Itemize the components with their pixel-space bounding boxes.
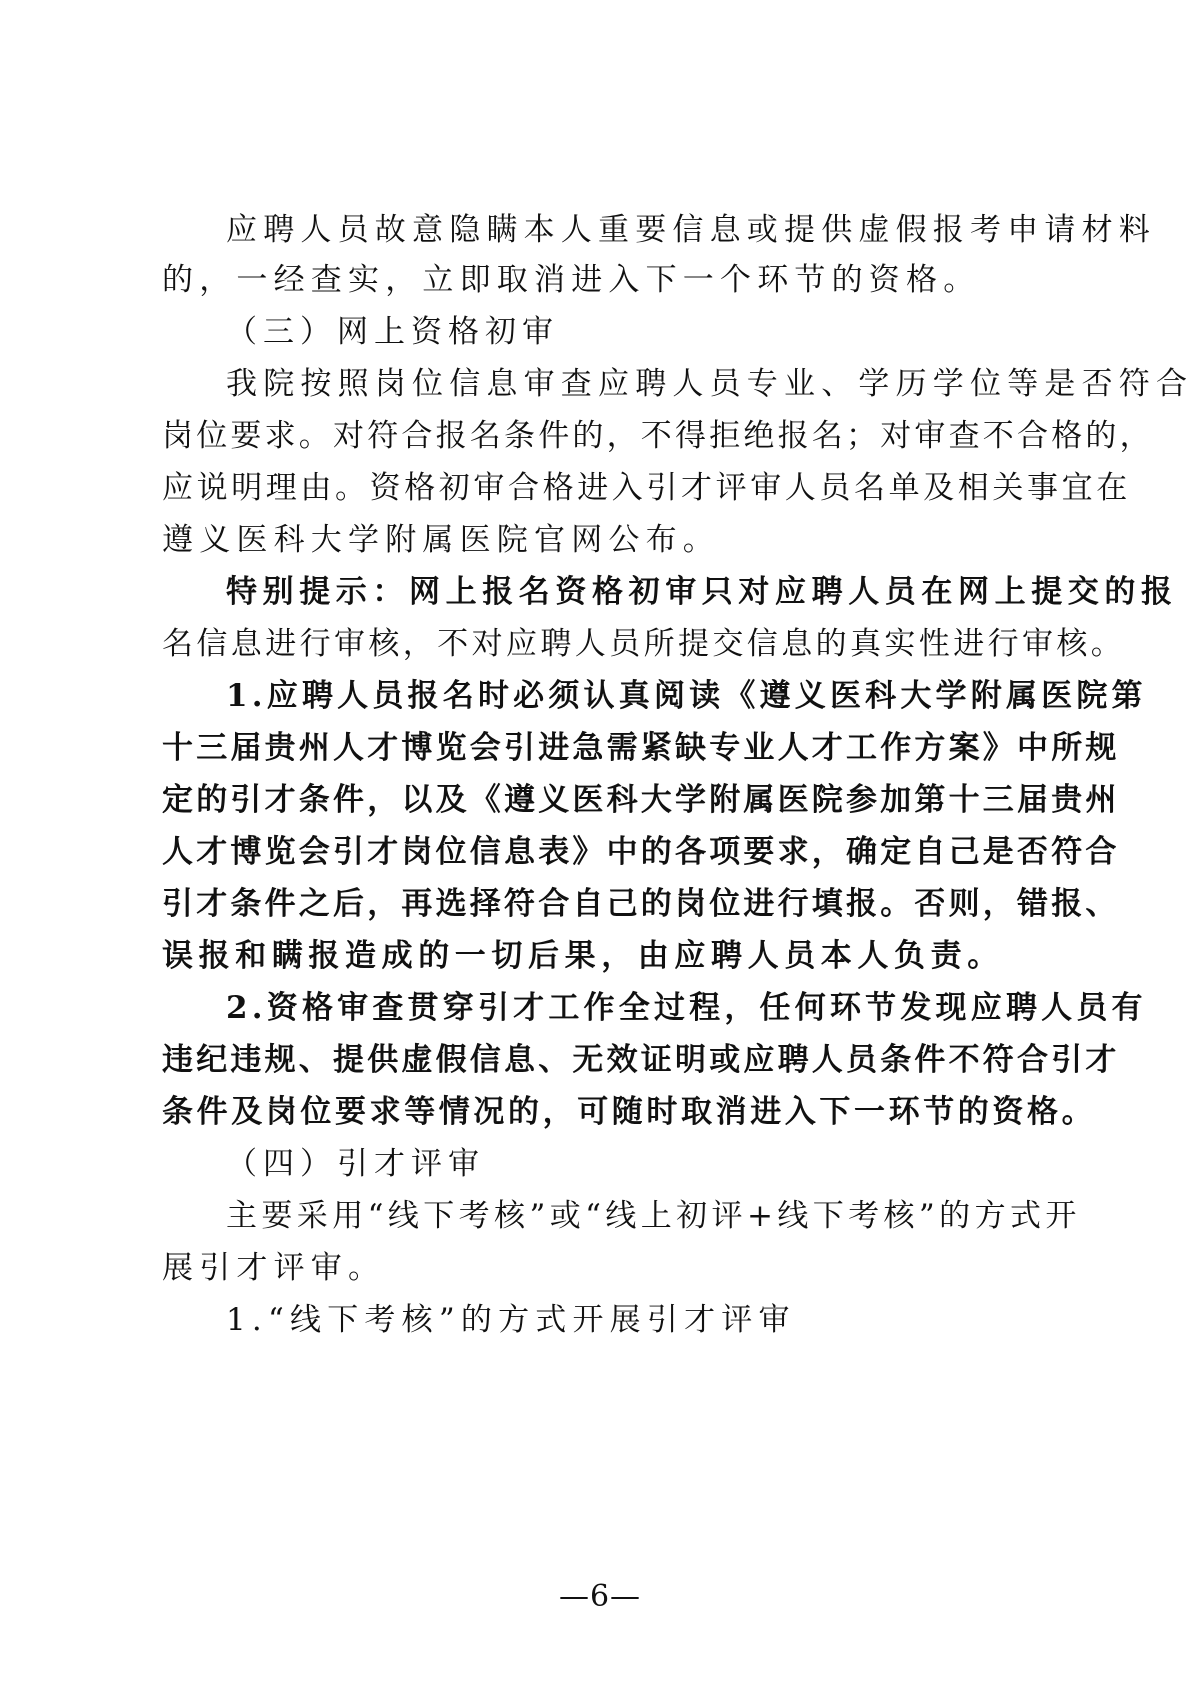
paragraph-line: 应聘人员故意隐瞒本人重要信息或提供虚假报考申请材料 — [226, 212, 1156, 248]
notice-line: 特别提示：网上报名资格初审只对应聘人员在网上提交的报 — [226, 574, 1178, 610]
notice-line: 人才博览会引才岗位信息表》中的各项要求，确定自己是否符合 — [162, 834, 1120, 870]
paragraph-line: 应说明理由。资格初审合格进入引才评审人员名单及相关事宜在 — [162, 470, 1131, 506]
paragraph-line: 主要采用“线下考核”或“线上初评+线下考核”的方式开 — [226, 1198, 1081, 1234]
paragraph-line: 展引才评审。 — [162, 1250, 386, 1286]
paragraph-line: 的，一经查实，立即取消进入下一个环节的资格。 — [162, 262, 981, 298]
notice-line: 条件及岗位要求等情况的，可随时取消进入下一环节的资格。 — [162, 1094, 1097, 1130]
paragraph-line: 遵义医科大学附属医院官网公布。 — [162, 522, 720, 558]
notice-line: 误报和瞒报造成的一切后果，由应聘人员本人负责。 — [162, 938, 1004, 974]
paragraph-line: 1.“线下考核”的方式开展引才评审 — [226, 1302, 796, 1338]
notice-line: 引才条件之后，再选择符合自己的岗位进行填报。否则，错报、 — [162, 886, 1120, 922]
page-number: —6— — [558, 1579, 642, 1614]
notice-line: 定的引才条件，以及《遵义医科大学附属医院参加第十三届贵州 — [162, 782, 1120, 818]
section-heading: （四）引才评审 — [226, 1146, 485, 1182]
notice-line: 1.应聘人员报名时必须认真阅读《遵义医科大学附属医院第 — [226, 678, 1147, 714]
paragraph-line: 名信息进行审核，不对应聘人员所提交信息的真实性进行审核。 — [162, 626, 1126, 662]
section-heading: （三）网上资格初审 — [226, 314, 559, 350]
notice-line: 2.资格审查贯穿引才工作全过程，任何环节发现应聘人员有 — [226, 990, 1147, 1026]
paragraph-line: 我院按照岗位信息审查应聘人员专业、学历学位等是否符合 — [226, 366, 1194, 402]
notice-line: 违纪违规、提供虚假信息、无效证明或应聘人员条件不符合引才 — [162, 1042, 1120, 1078]
paragraph-line: 岗位要求。对符合报名条件的，不得拒绝报名；对审查不合格的， — [162, 418, 1154, 454]
notice-line: 十三届贵州人才博览会引进急需紧缺专业人才工作方案》中所规 — [162, 730, 1120, 766]
